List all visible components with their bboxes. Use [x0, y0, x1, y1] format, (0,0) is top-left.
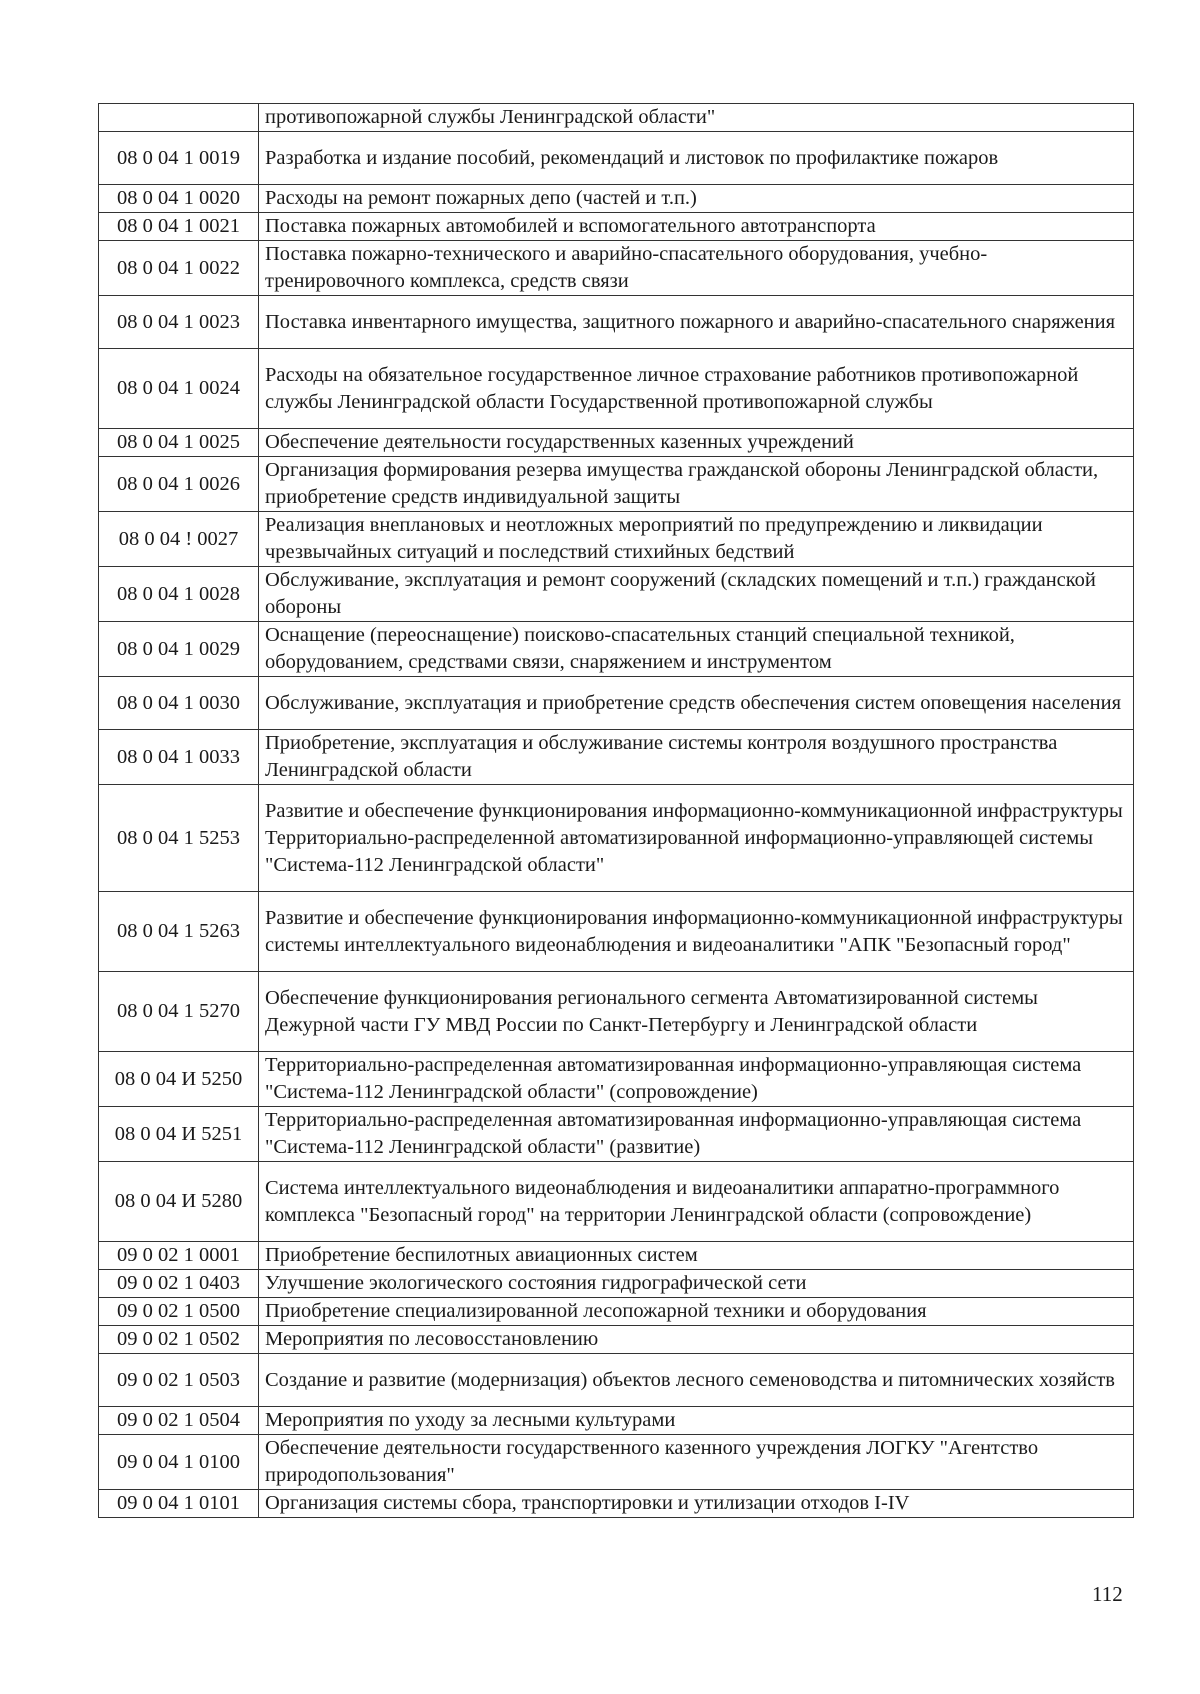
table-row	[99, 1354, 1134, 1407]
description-cell: Приобретение беспилотных авиационных систем	[259, 1242, 1134, 1270]
table-row	[99, 972, 1134, 1052]
budget-code-cell: 08 0 04 1 0024	[99, 349, 259, 429]
description-cell: Приобретение, эксплуатация и обслуживание системы контроля воздушного пространства Ленинградской области	[259, 730, 1134, 785]
description-cell: Организация системы сбора, транспортировки и утилизации отходов I-IV	[259, 1490, 1134, 1518]
budget-code-cell: 08 0 04 1 0026	[99, 457, 259, 512]
description-cell: Поставка пожарных автомобилей и вспомогательного автотранспорта	[259, 213, 1134, 241]
table-row	[99, 1435, 1134, 1490]
description-cell: Обеспечение деятельности государственного казенного учреждения ЛОГКУ "Агентство природопользования"	[259, 1435, 1134, 1490]
table-row	[99, 457, 1134, 512]
table-row	[99, 349, 1134, 429]
budget-code-cell: 08 0 04 И 5251	[99, 1107, 259, 1162]
table-row	[99, 512, 1134, 567]
table-row	[99, 132, 1134, 185]
budget-code-cell: 09 0 04 1 0101	[99, 1490, 259, 1518]
description-cell: Разработка и издание пособий, рекомендаций и листовок по профилактике пожаров	[259, 132, 1134, 185]
budget-code-cell	[99, 104, 259, 132]
description-cell: Развитие и обеспечение функционирования информационно-коммуникационной инфраструктуры системы интеллектуального видеонаблюдения и видеоаналитики "АПК "Безопасный город"	[259, 892, 1134, 972]
description-cell: противопожарной службы Ленинградской области"	[259, 104, 1134, 132]
description-cell: Реализация внеплановых и неотложных мероприятий по предупреждению и ликвидации чрезвычайных ситуаций и последствий стихийных бедствий	[259, 512, 1134, 567]
table-row	[99, 429, 1134, 457]
table-row	[99, 1162, 1134, 1242]
table-row	[99, 1298, 1134, 1326]
description-cell: Территориально-распределенная автоматизированная информационно-управляющая система "Система-112 Ленинградской области" (развитие)	[259, 1107, 1134, 1162]
description-cell: Поставка пожарно-технического и аварийно-спасательного оборудования, учебно-тренировочного комплекса, средств связи	[259, 241, 1134, 296]
table-row	[99, 785, 1134, 892]
budget-code-cell: 09 0 02 1 0504	[99, 1407, 259, 1435]
budget-code-cell: 08 0 04 1 5253	[99, 785, 259, 892]
table-row	[99, 1052, 1134, 1107]
description-cell: Расходы на ремонт пожарных депо (частей и т.п.)	[259, 185, 1134, 213]
page-number: 112	[1092, 1582, 1123, 1606]
table-row	[99, 296, 1134, 349]
description-cell: Обеспечение функционирования регионального сегмента Автоматизированной системы Дежурной части ГУ МВД России по Санкт-Петербургу и Ленинградской области	[259, 972, 1134, 1052]
budget-code-cell: 09 0 02 1 0500	[99, 1298, 259, 1326]
budget-code-cell: 08 0 04 1 5270	[99, 972, 259, 1052]
table-row	[99, 677, 1134, 730]
budget-code-cell: 09 0 04 1 0100	[99, 1435, 259, 1490]
table-row	[99, 1326, 1134, 1354]
description-cell: Обеспечение деятельности государственных казенных учреждений	[259, 429, 1134, 457]
budget-code-cell: 08 0 04 И 5280	[99, 1162, 259, 1242]
budget-code-cell: 09 0 02 1 0001	[99, 1242, 259, 1270]
budget-code-cell: 08 0 04 1 0029	[99, 622, 259, 677]
budget-code-cell: 08 0 04 1 5263	[99, 892, 259, 972]
table-row	[99, 1107, 1134, 1162]
budget-code-cell: 08 0 04 1 0022	[99, 241, 259, 296]
budget-code-cell: 08 0 04 И 5250	[99, 1052, 259, 1107]
description-cell: Мероприятия по уходу за лесными культурами	[259, 1407, 1134, 1435]
budget-code-cell: 08 0 04 1 0033	[99, 730, 259, 785]
table-row	[99, 1242, 1134, 1270]
budget-code-cell: 08 0 04 1 0020	[99, 185, 259, 213]
description-cell: Мероприятия по лесовосстановлению	[259, 1326, 1134, 1354]
description-cell: Расходы на обязательное государственное личное страхование работников противопожарной службы Ленинградской области Государственной противопожарной службы	[259, 349, 1134, 429]
description-cell: Обслуживание, эксплуатация и приобретение средств обеспечения систем оповещения населения	[259, 677, 1134, 730]
table-row	[99, 730, 1134, 785]
table-row	[99, 1407, 1134, 1435]
description-cell: Поставка инвентарного имущества, защитного пожарного и аварийно-спасательного снаряжения	[259, 296, 1134, 349]
table-row	[99, 1270, 1134, 1298]
table-row	[99, 622, 1134, 677]
budget-code-cell: 08 0 04 1 0030	[99, 677, 259, 730]
description-cell: Оснащение (переоснащение) поисково-спасательных станций специальной техникой, оборудованием, средствами связи, снаряжением и инструментом	[259, 622, 1134, 677]
table-row	[99, 213, 1134, 241]
description-cell: Создание и развитие (модернизация) объектов лесного семеноводства и питомнических хозяйств	[259, 1354, 1134, 1407]
description-cell: Обслуживание, эксплуатация и ремонт сооружений (складских помещений и т.п.) гражданской обороны	[259, 567, 1134, 622]
table-row	[99, 185, 1134, 213]
table-row	[99, 104, 1134, 132]
budget-code-cell: 08 0 04 1 0021	[99, 213, 259, 241]
budget-code-cell: 09 0 02 1 0503	[99, 1354, 259, 1407]
table-row	[99, 241, 1134, 296]
table-row	[99, 892, 1134, 972]
budget-code-cell: 08 0 04 1 0025	[99, 429, 259, 457]
description-cell: Система интеллектуального видеонаблюдения и видеоаналитики аппаратно-программного комплекса "Безопасный город" на территории Ленинградской области (сопровождение)	[259, 1162, 1134, 1242]
budget-code-cell: 08 0 04 ! 0027	[99, 512, 259, 567]
budget-code-cell: 08 0 04 1 0019	[99, 132, 259, 185]
description-cell: Улучшение экологического состояния гидрографической сети	[259, 1270, 1134, 1298]
description-cell: Приобретение специализированной лесопожарной техники и оборудования	[259, 1298, 1134, 1326]
table-body	[99, 104, 1134, 1518]
description-cell: Территориально-распределенная автоматизированная информационно-управляющая система "Система-112 Ленинградской области" (сопровождение)	[259, 1052, 1134, 1107]
budget-code-cell: 08 0 04 1 0023	[99, 296, 259, 349]
budget-code-cell: 09 0 02 1 0502	[99, 1326, 259, 1354]
table-row	[99, 567, 1134, 622]
budget-code-cell: 09 0 02 1 0403	[99, 1270, 259, 1298]
description-cell: Развитие и обеспечение функционирования информационно-коммуникационной инфраструктуры Территориально-распределенной автоматизированной информационно-управляющей системы "Система-112 Ленинградской области"	[259, 785, 1134, 892]
budget-code-cell: 08 0 04 1 0028	[99, 567, 259, 622]
table-row	[99, 1490, 1134, 1518]
description-cell: Организация формирования резерва имущества гражданской обороны Ленинградской области, приобретение средств индивидуальной защиты	[259, 457, 1134, 512]
budget-code-table	[98, 103, 1134, 1518]
